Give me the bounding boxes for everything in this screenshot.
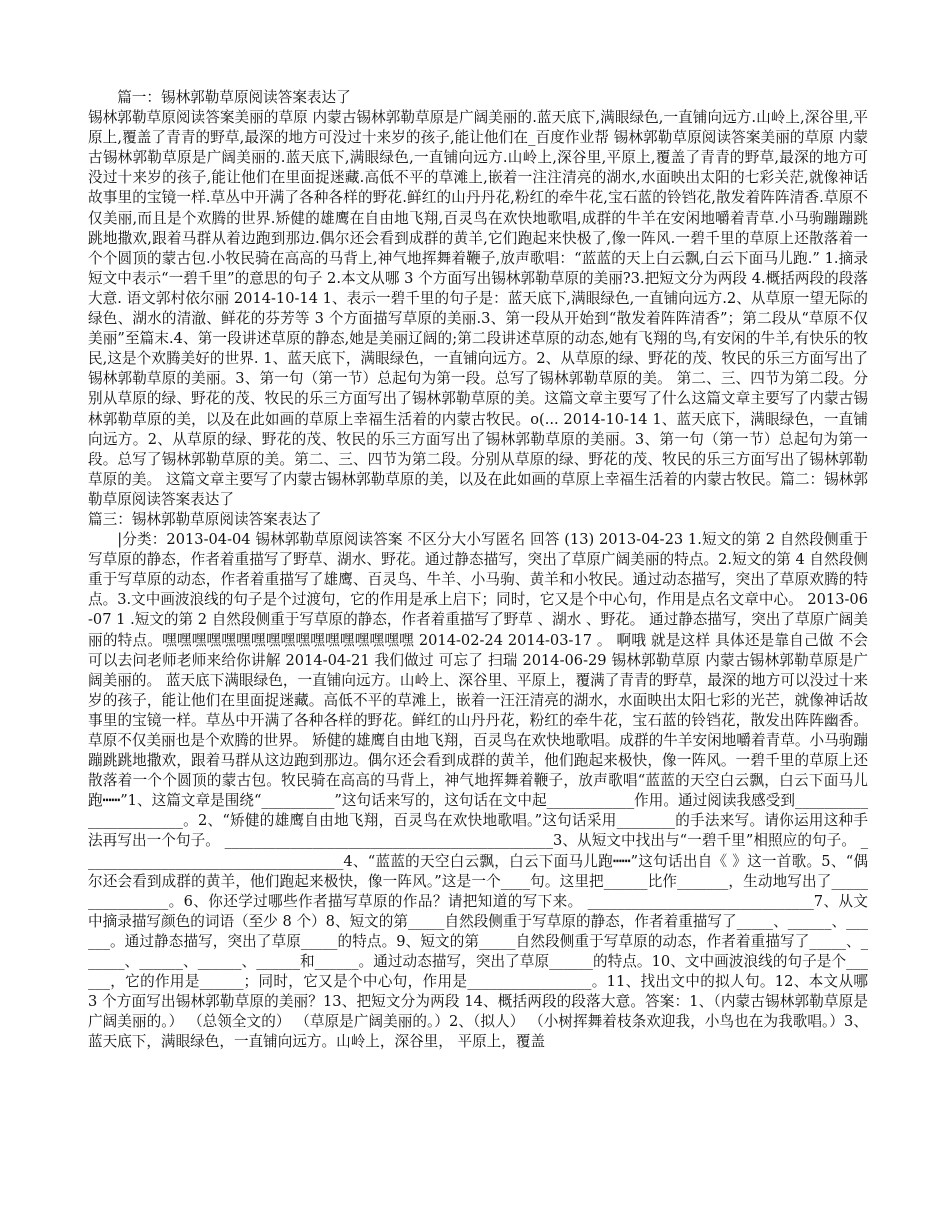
section-heading-3: 篇三：锡林郭勒草原阅读答案表达了	[88, 510, 322, 528]
body-paragraph-1: 锡林郭勒草原阅读答案美丽的草原 内蒙古锡林郭勒草原是广阔美丽的.蓝天底下,满眼绿色,一直铺向远方.山岭上,深谷里,平原上,覆盖了青青的野草,最深的地方可没过十来岁的孩子,能让他们在_百度作业帮 锡林郭勒草原阅读答案美丽的草原 内蒙古锡林郭勒草原是广阔美丽的.蓝天底下,满眼绿色,一直铺向远方.山岭上,深谷里,平原上,覆盖了青青的野草,最深的地方可没过十来岁的孩子,能让他们在里面捉迷藏.高低不平的草滩上,嵌着一注注清亮的湖水,水面映出太阳的七彩关茫,就像神话故事里的宝镜一样.草丛中开满了各种各样的野花.鲜红的山丹丹花,粉红的牵牛花,宝石蓝的铃铛花,散发着阵阵清香.草原不仅美丽,而且是个欢腾的世界.矫健的雄鹰在自由地飞翔,百灵鸟在欢快地歌唱,成群的牛羊在安闲地嚼着青草.小马驹蹦蹦跳跳地撒欢,跟着马群从着边跑到那边.偶尔还会看到成群的黄羊,它们跑起来快极了,像一阵风.一碧千里的草原上还散落着一个个圆顶的蒙古包.小牧民骑在高高的马背上,神气地挥舞着鞭子,放声歌唱：“蓝蓝的天上白云飘,白云下面马儿跑.” 1.摘录短文中表示“一碧千里”的意思的句子 2.本文从哪 3 个方面写出锡林郭勒草原的美丽?3.把短文分为两段 4.概括两段的段落大意. 语文郭村依尔丽 2014-10-14 1、表示一碧千里的句子是：蓝天底下,满眼绿色,一直铺向远方.2、从草原一望无际的绿色、湖水的清澈、鲜花的芬芳等 3 个方面描写草原的美丽.3、第一段从开始到“散发着阵阵清香”；第二段从“草原不仅美丽”至篇末.4、第一段讲述草原的静态,她是美丽辽阔的;第二段讲述草原的动态,她有飞翔的鸟,有安闲的牛羊,有快乐的牧民,这是个欢腾美好的世界. 1、蓝天底下，满眼绿色，一直铺向远方。2、从草原的绿、野花的茂、牧民的乐三方面写出了锡林郭勒草原的美丽。3、第一句（第一节）总起句为第一段。总写了锡林郭勒草原的美。 第二、三、四节为第二段。分别从草原的绿、野花的茂、牧民的乐三方面写出了锡林郭勒草原的美。这篇文章主要写了什么这篇文章主要写了内蒙古锡林郭勒草原的美，以及在此如画的草原上幸福生活着的内蒙古牧民。o(... 2014-10-14 1、蓝天底下，满眼绿色，一直铺向远方。2、从草原的绿、野花的茂、牧民的乐三方面写出了锡林郭勒草原的美丽。3、第一句（第一节）总起句为第一段。总写了锡林郭勒草原的美。第二、三、四节为第二段。分别从草原的绿、野花的茂、牧民的乐三方面写出了锡林郭勒草原的美。 这篇文章主要写了内蒙古锡林郭勒草原的美，以及在此如画的草原上幸福生活着的内蒙古牧民。篇二：锡林郭勒草原阅读答案表达了	[88, 109, 868, 508]
body-paragraph-3: |分类：2013-04-04 锡林郭勒草原阅读答案 不区分大小写匿名 回答 (13) 2013-04-23 1.短文的第 2 自然段侧重于写草原的静态，作者着重描写了野草、湖水、野花。通过静态描写，突出了草原广阔美丽的特点。2.短文的第 4 自然段侧重于写草原的动态，作者着重描写了雄鹰、百灵鸟、牛羊、小马驹、黄羊和小牧民。通过动态描写，突出了草原欢腾的特点。3.文中画波浪线的句子是个过渡句，它的作用是承上启下；同时，它又是个中心句，作用是点名文章中心。 2013-06-07 1 .短文的第 2 自然段侧重于写草原的静态，作者着重描写了野草 、湖水 、野花。 通过静态描写，突出了草原广阔美丽的特点。嘿嘿嘿嘿嘿嘿嘿嘿嘿嘿嘿嘿嘿嘿嘿嘿嘿 2014-02-24 2014-03-17 。 啊哦 就是这样 具体还是靠自己做 不会可以去问老师老师来给你讲解 2014-04-21 我们做过 可忘了 扫瑞 2014-06-29 锡林郭勒草原 内蒙古锡林郭勒草原是广阔美丽的。 蓝天底下满眼绿色，一直铺向远方。山岭上、深谷里、平原上，覆满了青青的野草，最深的地方可以没过十来岁的孩子，能让他们在里面捉迷藏。高低不平的草滩上，嵌着一汪汪清亮的湖水，水面映出太阳七彩的光芒，就像神话故事里的宝镜一样。草丛中开满了各种各样的野花。鲜红的山丹丹花，粉红的牵牛花，宝石蓝的铃铛花，散发出阵阵幽香。 草原不仅美丽也是个欢腾的世界。 矫健的雄鹰自由地飞翔，百灵鸟在欢快地歌唱。成群的牛羊安闲地嚼着青草。小马驹蹦蹦跳跳地撒欢，跟着马群从这边跑到那边。偶尔还会看到成群的黄羊，他们跑起来极快，像一阵风。一碧千里的草原上还散落着一个个圆顶的蒙古包。牧民骑在高高的马背上，神气地挥舞着鞭子，放声歌唱“蓝蓝的天空白云飘，白云下面马儿跑┅┅”1、这篇文章是围绕“__________”这句话来写的，这句话在文中起____________作用。通过阅读我感受到_______________________。2、“矫健的雄鹰自由地飞翔，百灵鸟在欢快地歌唱。”这句话采用________的手法来写。请你运用这种手法再写出一个句子。 _____________________________________________3、从短文中找出与“一碧千里”相照应的句子。 ____________________________________4、“蓝蓝的天空白云飘，白云下面马儿跑┅┅”这句话出自《 》这一首歌。5、“偶尔还会看到成群的黄羊，他们跑起来极快，像一阵风。”这是一个____句。这里把______比作_______，生动地写出了________________。6、你还学过哪些作者描写草原的作品？请把知道的写下来。 _______________________________7、从文中摘录描写颜色的词语（至少 8 个）8、短文的第_____自然段侧重于写草原的静态，作者着重描写了_____、______、______。通过静态描写，突出了草原_____的特点。9、短文的第_____自然段侧重于写草原的动态，作者着重描写了_____、______、______、______、______和______。通过动态描写，突出了草原______的特点。10、文中画波浪线的句子是个______，它的作用是______；同时，它又是个中心句，作用是_________________。11、找出文中的拟人句。12、本文从哪 3 个方面写出锡林郭勒草原的美丽？13、把短文分为两段 14、概括两段的段落大意。答案：1、（内蒙古锡林郭勒草原是广阔美丽的。） （总领全文的） （草原是广阔美丽的。）2、（拟人） （小树挥舞着枝条欢迎我，小鸟也在为我歌唱。）3、蓝天底下，满眼绿色，一直铺向远方。山岭上，深谷里， 平原上，覆盖	[88, 531, 868, 1051]
section-heading-1: 篇一：锡林郭勒草原阅读答案表达了	[117, 89, 351, 106]
document-page	[88, 88, 868, 1053]
